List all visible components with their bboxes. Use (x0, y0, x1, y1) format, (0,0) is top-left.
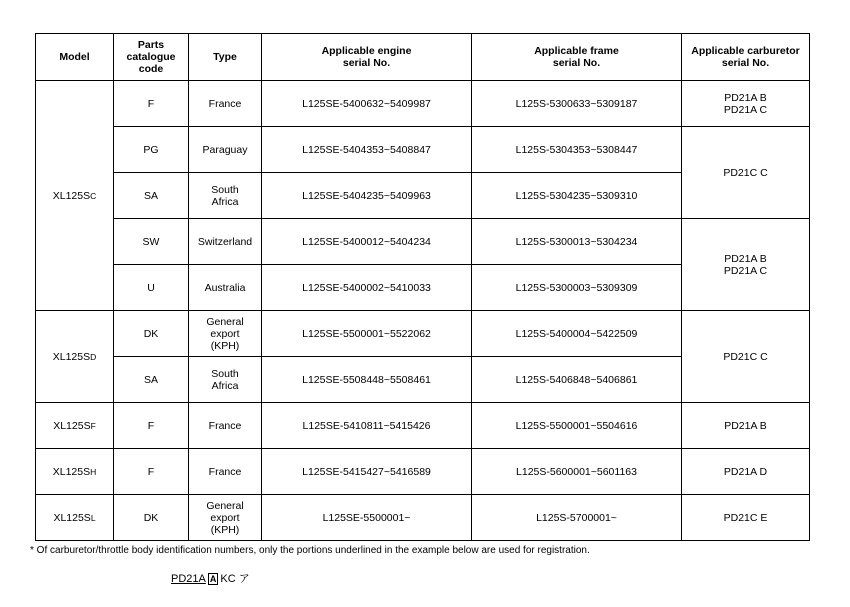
parts-code-cell: SA (114, 173, 189, 219)
header-parts-code: Parts catalogue code (114, 34, 189, 81)
model-base: XL125S (52, 189, 91, 202)
type-cell: South Africa (189, 173, 262, 219)
engine-serial-cell: L125SE-5410811~5415426 (262, 403, 472, 449)
parts-code-cell: SW (114, 219, 189, 265)
frame-serial-cell: L125S-5700001~ (472, 495, 682, 541)
model-suffix: L (90, 512, 96, 523)
carburetor-serial-cell: PD21A B PD21A C (682, 219, 810, 311)
serial-number-table (35, 33, 810, 541)
table-row (36, 449, 810, 495)
frame-serial-cell: L125S-5304353~5308447 (472, 127, 682, 173)
type-cell: South Africa (189, 357, 262, 403)
frame-serial-cell: L125S-5600001~5601163 (472, 449, 682, 495)
engine-serial-cell: L125SE-5508448~5508461 (262, 357, 472, 403)
header-model: Model (36, 34, 114, 81)
parts-code-cell: SA (114, 357, 189, 403)
engine-serial-cell: L125SE-5415427~5416589 (262, 449, 472, 495)
example-rest: KC ア (220, 573, 250, 585)
carburetor-serial-cell: PD21A D (682, 449, 810, 495)
header-engine-serial: Applicable engine serial No. (262, 34, 472, 81)
model-suffix: H (90, 466, 97, 477)
header-row (36, 34, 810, 81)
example-underlined-part: PD21A (171, 573, 206, 585)
model-cell (36, 495, 114, 541)
type-cell: France (189, 449, 262, 495)
model-base: XL125S (52, 465, 91, 478)
table-row (36, 81, 810, 127)
parts-code-cell: PG (114, 127, 189, 173)
type-cell: Paraguay (189, 127, 262, 173)
engine-serial-cell: L125SE-5500001~ (262, 495, 472, 541)
engine-serial-cell: L125SE-5400632~5409987 (262, 81, 472, 127)
type-cell: General export (KPH) (189, 495, 262, 541)
table-row (36, 219, 810, 265)
frame-serial-cell: L125S-5300633~5309187 (472, 81, 682, 127)
type-cell: France (189, 81, 262, 127)
frame-serial-cell: L125S-5304235~5309310 (472, 173, 682, 219)
header-frame-serial: Applicable frame serial No. (472, 34, 682, 81)
model-base: XL125S (52, 350, 91, 363)
frame-serial-cell: L125S-5406848~5406861 (472, 357, 682, 403)
model-base: XL125S (53, 419, 91, 432)
model-suffix: F (90, 420, 96, 431)
parts-code-cell: DK (114, 495, 189, 541)
type-cell: France (189, 403, 262, 449)
table-row (36, 403, 810, 449)
engine-serial-cell: L125SE-5404353~5408847 (262, 127, 472, 173)
engine-serial-cell: L125SE-5400002~5410033 (262, 265, 472, 311)
type-cell: General export (KPH) (189, 311, 262, 357)
model-base: XL125S (53, 511, 91, 524)
frame-serial-cell: L125S-5500001~5504616 (472, 403, 682, 449)
model-suffix: C (90, 190, 97, 201)
header-type: Type (189, 34, 262, 81)
carburetor-serial-cell: PD21A B (682, 403, 810, 449)
frame-serial-cell: L125S-5400004~5422509 (472, 311, 682, 357)
carburetor-serial-cell: PD21C E (682, 495, 810, 541)
type-cell: Australia (189, 265, 262, 311)
table-row (36, 495, 810, 541)
table-row (36, 127, 810, 173)
frame-serial-cell: L125S-5300003~5309309 (472, 265, 682, 311)
header-carburetor-serial: Applicable carburetor serial No. (682, 34, 810, 81)
carburetor-serial-cell: PD21C C (682, 311, 810, 403)
model-cell (36, 81, 114, 311)
parts-code-cell: F (114, 81, 189, 127)
carburetor-id-example (171, 570, 250, 586)
carburetor-serial-cell: PD21A B PD21A C (682, 81, 810, 127)
frame-serial-cell: L125S-5300013~5304234 (472, 219, 682, 265)
table-row (36, 311, 810, 357)
engine-serial-cell: L125SE-5500001~5522062 (262, 311, 472, 357)
footnote: * Of carburetor/throttle body identification numbers, only the portions underlined in the example below are used for registration. (30, 545, 590, 556)
parts-code-cell: U (114, 265, 189, 311)
parts-code-cell: F (114, 403, 189, 449)
parts-code-cell: F (114, 449, 189, 495)
engine-serial-cell: L125SE-5404235~5409963 (262, 173, 472, 219)
type-cell: Switzerland (189, 219, 262, 265)
model-cell (36, 403, 114, 449)
model-cell (36, 311, 114, 403)
engine-serial-cell: L125SE-5400012~5404234 (262, 219, 472, 265)
parts-code-cell: DK (114, 311, 189, 357)
model-suffix: D (90, 351, 97, 362)
carburetor-serial-cell: PD21C C (682, 127, 810, 219)
example-boxed-letter: A (209, 574, 217, 584)
model-cell (36, 449, 114, 495)
